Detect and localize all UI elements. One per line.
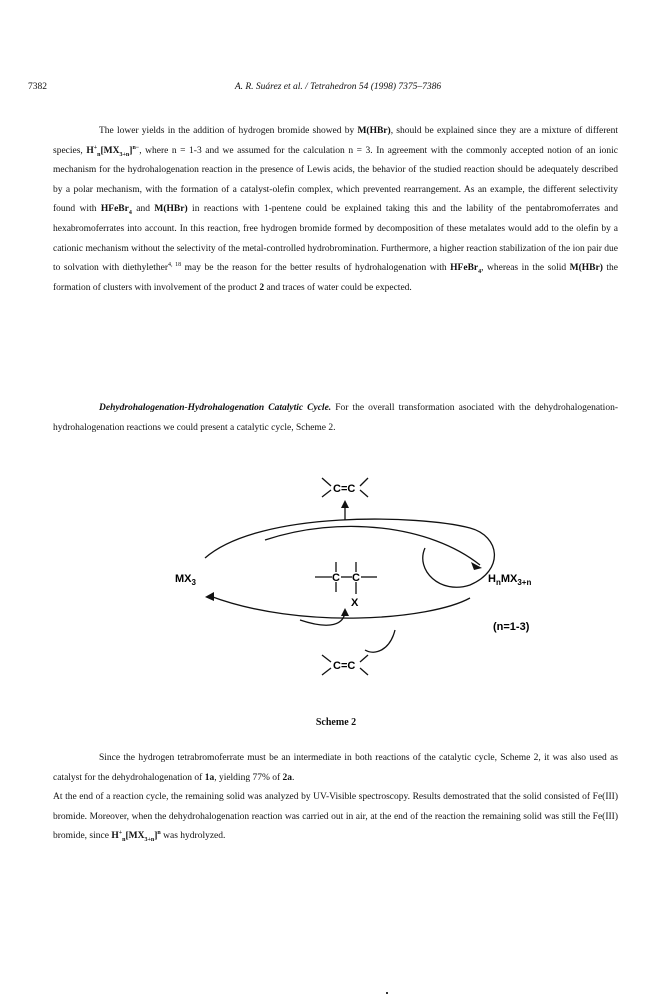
page-mark	[386, 992, 388, 994]
paragraph-tetrabromoferrate: Since the hydrogen tetrabromoferrate must be an intermediate in both reactions of the catalytic cycle, Scheme 2, it was also used as catalyst for the dehydrohalogenation of 1a, yielding 77% of 2a. At the end of a reaction cycle, the remaining solid was analyzed by UV-Visible spectroscopy. Results demostrated that the solid consisted of Fe(III) bromide. Moreover, when the dehydrohalogenation reaction was carried out in air, at the end of the reaction the remaining solid was still the Fe(III) bromide, since $H^+_n[MX_{3+n}]^n$ was hydrolyzed.	[53, 753, 618, 844]
section-heading: Dehydrohalogenation-Hydrohalogenation Catalytic Cycle.	[99, 403, 332, 413]
scheme-caption: Scheme 2	[315, 717, 357, 728]
center-carbon-1: C	[332, 572, 340, 584]
scheme-2-diagram	[0, 470, 672, 700]
top-olefin: C=C	[333, 483, 356, 495]
center-carbon-2: C	[352, 572, 360, 584]
mx3-label: $MX_3$	[175, 573, 196, 587]
paragraph-uv-analysis: At the end of a reaction cycle, the remaining solid was analyzed by UV-Visible spectroscopy. Results demostrated that the solid consisted of Fe(III) bromide. Moreover, when the dehydrohalogenation reaction was carried out in air, at the end of the reaction the remaining solid was still the Fe(III) bromide, since $H^+_n[MX_{3+n}]^n$ was hydrolyzed.	[53, 792, 618, 844]
page-number: 7382	[28, 82, 47, 92]
paragraph-catalytic-cycle: Dehydrohalogenation-Hydrohalogenation Catalytic Cycle. For the overall transformation asociated with the dehydrohalogenation-hydrohalogenation reactions we could present a catalytic cycle, Scheme 2.	[53, 403, 618, 433]
running-head: A. R. Suárez et al. / Tetrahedron 54 (1998) 7375–7386	[234, 82, 442, 92]
bottom-olefin: C=C	[333, 660, 356, 672]
center-halogen: X	[351, 597, 359, 609]
paragraph-hydrobromination: The lower yields in the addition of hydrogen bromide showed by M(HBr), should be explained since they are a mixture of different species, $H^+_n[MX_{3+n}]^{n-}$, where n = 1-3 and we assumed for the calculation n = 3. In agreement with the commonly accepted notion of an ionic mechanism for the hydrohalogenation reaction in the presence of Lewis acids, the behavior of the studied reaction should be adequately described by a polar mechanism, with the formation of a catalyst-olefin complex, which prevented rearrangement. As an example, the different selectivity found with HFeBr$_4$ and M(HBr) in reactions with 1-pentene could be explained taking this and the lability of the pentabromoferrates and hexabromoferrates into account. In this reaction, free hydrogen bromide formed by decomposition of these metalates would add to the olefin by a cationic mechanism without the selectivity of the metal-controlled hydrobromination. Furthermore, a higher reaction stabilization of the ion pair due to solvation with diethylether$^{4, 18}$ may be the reason for the better results of hydrohalogenation with HFeBr$_4$, whereas in the solid M(HBr) the formation of clusters with involvement of the product 2 and traces of water could be expected.	[53, 126, 619, 293]
condition-label: (n=1-3)	[493, 621, 530, 633]
hnmx-label: $H_nMX_{3+n}$	[488, 573, 532, 587]
